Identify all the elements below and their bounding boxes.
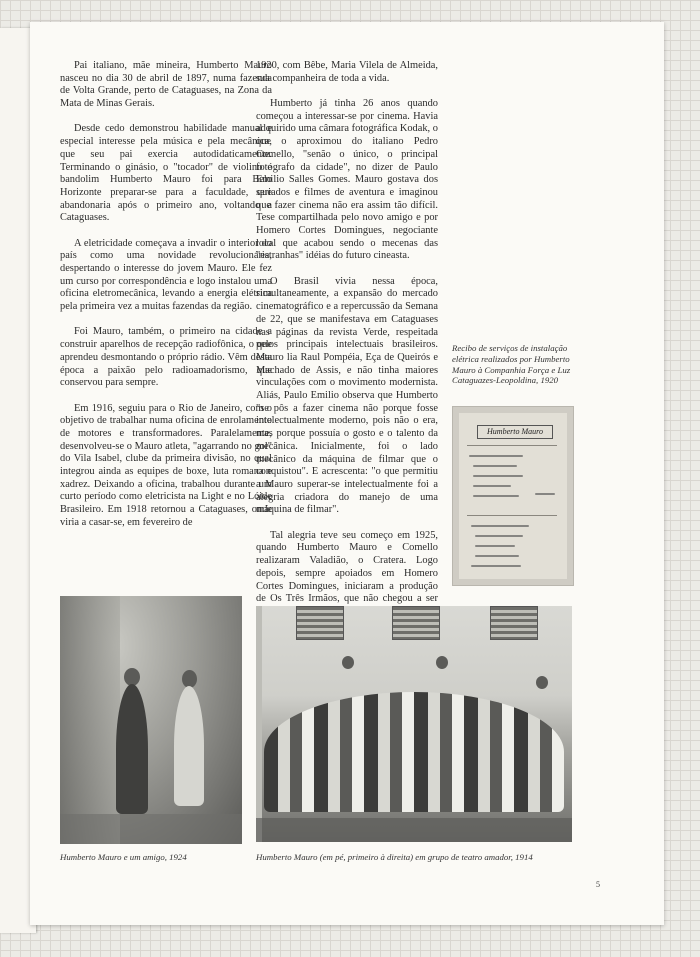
paragraph: O Brasil vivia nessa época, simultaneamente, a expansão do mercado cinematográfico e a repercussão da Semana de 22, que se manifestava em Cataguases nas páginas da revista Verde, respeitada pelos principais intelectuais brasileiros. Mauro lia Raul Pompéia, Eça de Queirós e Machado de Assis, e não tinha maiores vinculações com o movimento modernista. Aliás, Paulo Emilio observa que Humberto "se pôs a fazer cinema não porque fosse intelectualmente moderno, pois não o era, mas porque possuía o gosto e o talento da mecânica. Inicialmente, foi o lado mecânico da máquina de filmar que o conquistou". E acrescenta: "o que permitiu a Mauro superar-se intelectualmente foi a alegria criadora do manejo de uma máquina de filmar". <box>256 275 438 516</box>
receipt-name-label: Humberto Mauro <box>477 425 553 439</box>
paragraph: Tal alegria teve seu começo em 1925, quando Humberto Mauro e Comello realizaram Valadião, o Cratera. Logo depois, sempre apoiados em Homero Cortes Domingues, iniciaram a produção de Os Três Irmãos, que não chegou a ser <box>256 529 438 605</box>
paragraph: A eletricidade começava a invadir o interior do país como uma novidade revolucionária, despertando o interesse do jovem Mauro. Ele fez um curso por correspondência e logo instalou uma oficina eletromecânica, levando a energia elétrica pela primeira vez a muitas fazendas da região. <box>60 237 272 313</box>
article-column-2 <box>256 60 438 631</box>
paragraph: 1920, com Bêbe, Maria Vilela de Almeida, sua companheira de toda a vida. <box>256 60 438 84</box>
photo1-caption: Humberto Mauro e um amigo, 1924 <box>60 852 187 862</box>
paragraph: Foi Mauro, também, o primeiro na cidade a construir aparelhos de recepção radiofônica, o que aprendeu desmontando o próprio rádio. Vêm desta época a paixão pelo radioamadorismo, que conservou para sempre. <box>60 326 272 389</box>
receipt-caption: Recibo de serviços de instalação elétrica realizados por Humberto Mauro à Companhia Força e Luz Cataguazes-Leopoldina, 1920 <box>452 343 571 386</box>
photo-amateur-theatre-group <box>256 606 572 842</box>
article-column-1 <box>60 60 272 542</box>
paragraph: Pai italiano, mãe mineira, Humberto Mauro nasceu no dia 30 de abril de 1897, numa fazenda de Volta Grande, perto de Cataguases, na Zona da Mata de Minas Gerais. <box>60 60 272 110</box>
receipt-image <box>452 406 574 586</box>
photo-mauro-and-friend <box>60 596 242 844</box>
photo2-caption: Humberto Mauro (em pé, primeiro à direita) em grupo de teatro amador, 1914 <box>256 852 533 862</box>
paragraph: Em 1916, seguiu para o Rio de Janeiro, com o objetivo de trabalhar numa oficina de enrolamento de motores e transformadores. Paralelamente, desenvolveu-se o Mauro atleta, "agarrando no gol" do Vila Isabel, clube da primeira divisão, no qual integrou ainda as equipes de boxe, luta romana e xadrez. Deixando a oficina, trabalhou durante um curto período como eletricista na Light e no Lóide Brasileiro. Em 1918 retornou a Cataguases, onde viria a casar-se, em fevereiro de <box>60 402 272 528</box>
paragraph: Humberto já tinha 26 anos quando começou a interessar-se por cinema. Havia adquirido uma câmara fotográfica Kodak, o que o aproximou do italiano Pedro Comello, "senão o único, o principal fotógrafo da cidade", no dizer de Paulo Emilio Salles Gomes. Mauro gostava dos seriados e filmes de aventura e imaginou que fazer cinema não era assim tão difícil. Tese compartilhada pelo novo amigo e por Homero Cortes Domingues, negociante local que acabou sendo o mecenas das "estranhas" idéias do futuro cineasta. <box>256 98 438 262</box>
page-number: 5 <box>596 880 600 889</box>
paragraph: Desde cedo demonstrou habilidade manual e especial interesse pela música e pela mecânica, que seu pai exercia autodidaticamente. Terminando o ginásio, o "tocador" de violino e bandolim Humberto Mauro foi para Belo Horizonte preparar-se para a faculdade, que abandonaria após o primeiro ano, voltando a Cataguases. <box>60 123 272 224</box>
